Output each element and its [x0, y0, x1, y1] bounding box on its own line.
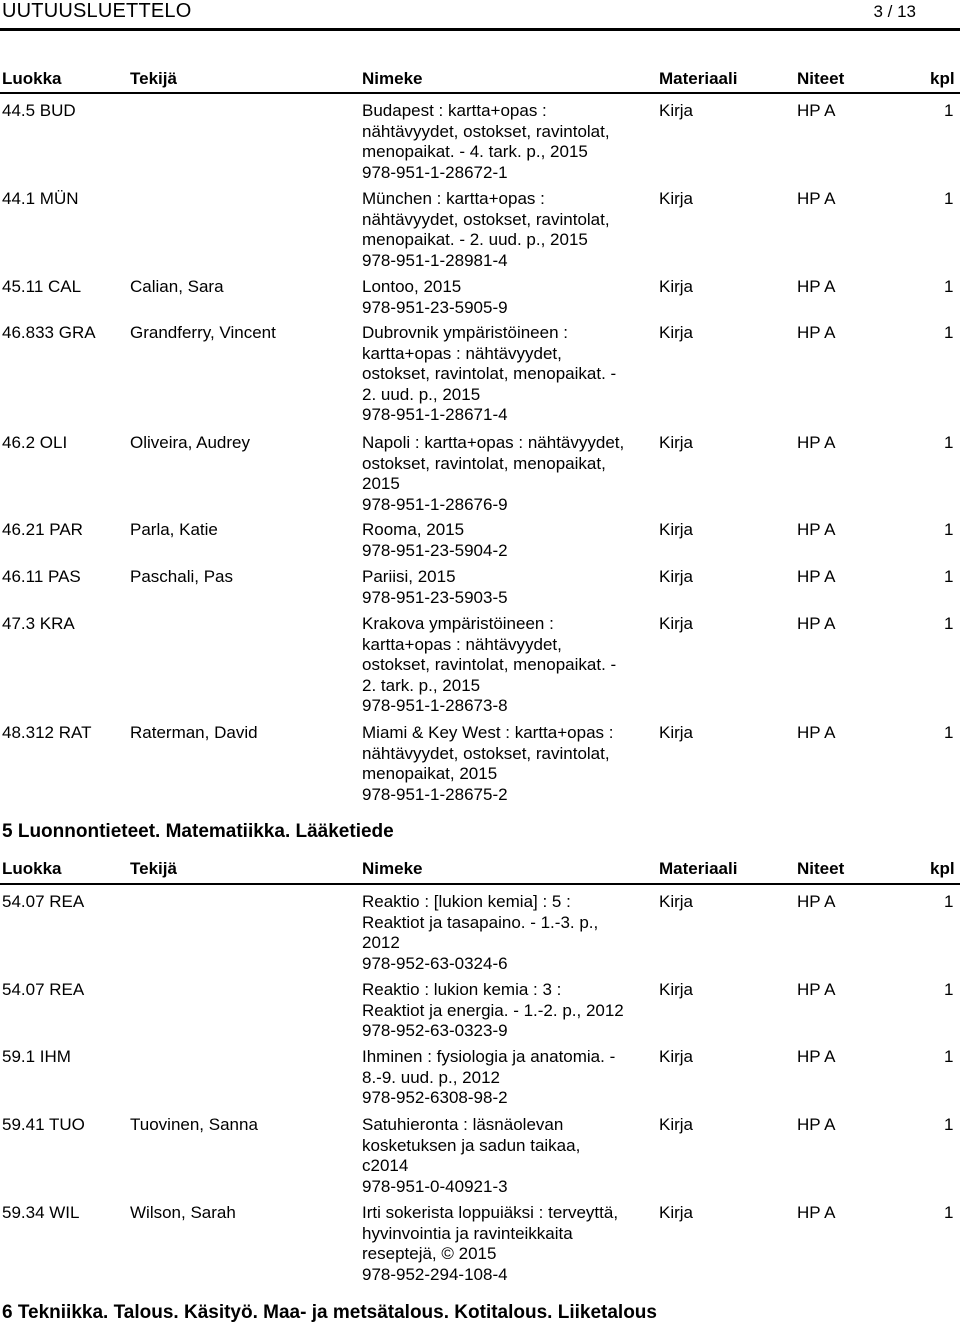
- title-line: 978-951-1-28676-9: [362, 494, 508, 514]
- classification: 54.07 REA: [2, 980, 85, 999]
- copies-location: HP A: [797, 1115, 836, 1134]
- classification: 47.3 KRA: [2, 614, 75, 633]
- classification: 59.1 IHM: [2, 1047, 71, 1066]
- material: Kirja: [659, 1047, 694, 1066]
- title-line: Reaktio : lukion kemia : 3 :: [362, 980, 562, 999]
- title-line: 978-951-23-5904-2: [362, 540, 508, 560]
- title-block: [362, 189, 654, 271]
- title-block: [362, 567, 654, 608]
- header-rule: [0, 883, 960, 885]
- column-header-row: [0, 69, 960, 91]
- header-rule: [0, 92, 960, 94]
- title-line: München : kartta+opas :: [362, 189, 545, 208]
- title-line: 978-951-23-5905-9: [362, 297, 508, 317]
- header-tekija: Tekijä: [130, 859, 177, 878]
- copies-location: HP A: [797, 323, 836, 342]
- title-line: reseptejä, © 2015: [362, 1244, 497, 1264]
- title-line: 978-952-6308-98-2: [362, 1088, 508, 1108]
- title-line: 978-952-63-0323-9: [362, 1021, 508, 1041]
- copies-location: HP A: [797, 1047, 836, 1066]
- classification: 54.07 REA: [2, 892, 85, 911]
- material: Kirja: [659, 614, 694, 633]
- title-line: Reaktiot ja tasapaino. - 1.-3. p.,: [362, 912, 599, 932]
- copies-location: HP A: [797, 101, 836, 120]
- title-line: Satuhieronta : läsnäolevan: [362, 1115, 564, 1134]
- material: Kirja: [659, 433, 694, 452]
- copies-location: HP A: [797, 189, 836, 208]
- title-line: 978-951-1-28675-2: [362, 784, 508, 804]
- title-line: Reaktio : [lukion kemia] : 5 :: [362, 892, 571, 911]
- copies-location: HP A: [797, 614, 836, 633]
- copies-location: HP A: [797, 892, 836, 911]
- title-line: kosketuksen ja sadun taikaa,: [362, 1135, 581, 1155]
- material: Kirja: [659, 323, 694, 342]
- material: Kirja: [659, 892, 694, 911]
- title-block: [362, 101, 654, 183]
- section-title: 5 Luonnontieteet. Matematiikka. Lääketiede: [2, 821, 394, 842]
- title-line: menopaikat. - 4. tark. p., 2015: [362, 142, 588, 162]
- section-title: 6 Tekniikka. Talous. Käsityö. Maa- ja metsätalous. Kotitalous. Liiketalous: [2, 1302, 657, 1323]
- title-line: 2. uud. p., 2015: [362, 384, 481, 404]
- title-line: 978-952-63-0324-6: [362, 953, 508, 973]
- author: Wilson, Sarah: [130, 1203, 236, 1222]
- copies-location: HP A: [797, 520, 836, 539]
- material: Kirja: [659, 189, 694, 208]
- material: Kirja: [659, 1203, 694, 1222]
- header-tekija: Tekijä: [130, 69, 177, 88]
- count: 1: [944, 1047, 954, 1066]
- title-line: 978-951-1-28673-8: [362, 696, 508, 716]
- title-line: Dubrovnik ympäristöineen :: [362, 323, 568, 342]
- copies-location: HP A: [797, 723, 836, 742]
- title-block: [362, 980, 654, 1042]
- title-line: Budapest : kartta+opas :: [362, 101, 547, 120]
- title-line: Pariisi, 2015: [362, 567, 456, 586]
- header-luokka: Luokka: [2, 69, 62, 88]
- page-number: 3 / 13: [873, 2, 916, 21]
- author: Paschali, Pas: [130, 567, 233, 586]
- title-line: 2. tark. p., 2015: [362, 675, 481, 695]
- material: Kirja: [659, 101, 694, 120]
- title-line: Irti sokerista loppuiäksi : terveyttä,: [362, 1203, 619, 1222]
- title-line: 8.-9. uud. p., 2012: [362, 1067, 500, 1087]
- title-line: 978-951-1-28671-4: [362, 405, 508, 425]
- classification: 44.1 MÜN: [2, 189, 79, 208]
- count: 1: [944, 614, 954, 633]
- title-block: [362, 892, 654, 974]
- author: Tuovinen, Sanna: [130, 1115, 258, 1134]
- classification: 48.312 RAT: [2, 723, 92, 742]
- title-line: 978-951-1-28672-1: [362, 162, 508, 182]
- count: 1: [944, 1115, 954, 1134]
- count: 1: [944, 1203, 954, 1222]
- title-line: 2015: [362, 474, 400, 494]
- title-block: [362, 614, 654, 717]
- copies-location: HP A: [797, 980, 836, 999]
- title-line: Ihminen : fysiologia ja anatomia. -: [362, 1047, 616, 1066]
- header-niteet: Niteet: [797, 859, 845, 878]
- count: 1: [944, 277, 954, 296]
- copies-location: HP A: [797, 567, 836, 586]
- classification: 45.11 CAL: [2, 277, 82, 296]
- classification: 46.833 GRA: [2, 323, 96, 342]
- title-line: Lontoo, 2015: [362, 277, 462, 296]
- count: 1: [944, 101, 954, 120]
- title-block: [362, 433, 654, 515]
- title-line: hyvinvointia ja ravinteikkaita: [362, 1223, 573, 1243]
- classification: 46.11 PAS: [2, 567, 81, 586]
- classification: 59.34 WIL: [2, 1203, 80, 1222]
- title-rule: [0, 28, 960, 31]
- title-line: menopaikat. - 2. uud. p., 2015: [362, 230, 588, 250]
- classification: 44.5 BUD: [2, 101, 76, 120]
- title-line: 978-951-0-40921-3: [362, 1176, 508, 1196]
- author: Raterman, David: [130, 723, 258, 742]
- title-line: 978-951-1-28981-4: [362, 250, 508, 270]
- title-line: Napoli : kartta+opas : nähtävyydet,: [362, 433, 625, 452]
- count: 1: [944, 723, 954, 742]
- copies-location: HP A: [797, 433, 836, 452]
- header-materiaali: Materiaali: [659, 69, 738, 88]
- title-block: [362, 723, 654, 805]
- title-line: nähtävyydet, ostokset, ravintolat,: [362, 743, 610, 763]
- material: Kirja: [659, 723, 694, 742]
- author: Calian, Sara: [130, 277, 224, 296]
- title-line: 2012: [362, 933, 400, 953]
- title-line: ostokset, ravintolat, menopaikat,: [362, 453, 606, 473]
- author: Oliveira, Audrey: [130, 433, 250, 452]
- title-block: [362, 1203, 654, 1285]
- title-line: ostokset, ravintolat, menopaikat. -: [362, 655, 617, 675]
- classification: 46.21 PAR: [2, 520, 83, 539]
- material: Kirja: [659, 520, 694, 539]
- title-line: menopaikat, 2015: [362, 764, 498, 784]
- copies-location: HP A: [797, 277, 836, 296]
- header-luokka: Luokka: [2, 859, 62, 878]
- title-line: nähtävyydet, ostokset, ravintolat,: [362, 209, 610, 229]
- title-line: c2014: [362, 1156, 409, 1176]
- title-line: ostokset, ravintolat, menopaikat. -: [362, 364, 617, 384]
- title-block: [362, 277, 654, 318]
- title-line: Reaktiot ja energia. - 1.-2. p., 2012: [362, 1000, 624, 1020]
- material: Kirja: [659, 980, 694, 999]
- material: Kirja: [659, 277, 694, 296]
- header-materiaali: Materiaali: [659, 859, 738, 878]
- title-line: Krakova ympäristöineen :: [362, 614, 554, 633]
- count: 1: [944, 567, 954, 586]
- title-line: nähtävyydet, ostokset, ravintolat,: [362, 121, 610, 141]
- author: Parla, Katie: [130, 520, 218, 539]
- title-line: Rooma, 2015: [362, 520, 465, 539]
- title-block: [362, 1047, 654, 1109]
- header-kpl: kpl: [930, 859, 955, 878]
- author: Grandferry, Vincent: [130, 323, 276, 342]
- title-block: [362, 520, 654, 561]
- title-block: [362, 323, 654, 426]
- count: 1: [944, 520, 954, 539]
- column-header-row: [0, 859, 960, 881]
- header-niteet: Niteet: [797, 69, 845, 88]
- title-line: kartta+opas : nähtävyydet,: [362, 634, 562, 654]
- document-title: UUTUUSLUETTELO: [2, 0, 192, 22]
- classification: 46.2 OLI: [2, 433, 68, 452]
- classification: 59.41 TUO: [2, 1115, 85, 1134]
- count: 1: [944, 433, 954, 452]
- count: 1: [944, 980, 954, 999]
- count: 1: [944, 189, 954, 208]
- header-kpl: kpl: [930, 69, 955, 88]
- title-line: 978-951-23-5903-5: [362, 587, 508, 607]
- count: 1: [944, 323, 954, 342]
- title-line: Miami & Key West : kartta+opas :: [362, 723, 614, 742]
- material: Kirja: [659, 567, 694, 586]
- material: Kirja: [659, 1115, 694, 1134]
- title-block: [362, 1115, 654, 1197]
- header-nimeke: Nimeke: [362, 859, 423, 878]
- header-nimeke: Nimeke: [362, 69, 423, 88]
- count: 1: [944, 892, 954, 911]
- copies-location: HP A: [797, 1203, 836, 1222]
- title-line: 978-952-294-108-4: [362, 1264, 508, 1284]
- title-line: kartta+opas : nähtävyydet,: [362, 343, 562, 363]
